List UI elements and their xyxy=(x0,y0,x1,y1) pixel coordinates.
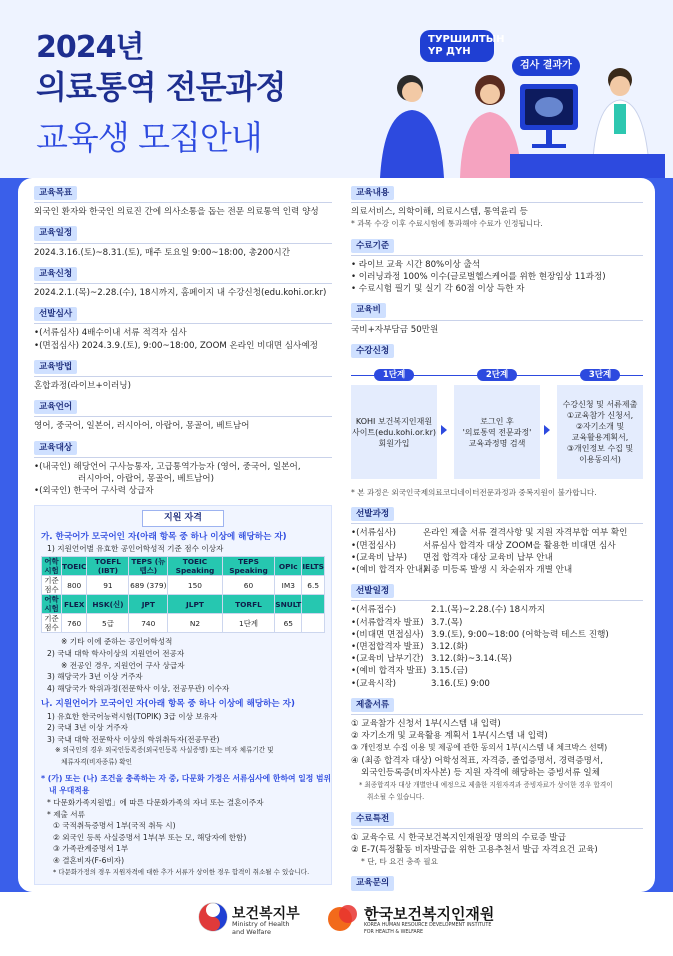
step-2-label: 2단계 xyxy=(477,369,517,381)
document-note: * 최종합격자 대상 개별안내 예정으로 제출한 지원자격과 증빙자료가 상이한 경우 합격이 xyxy=(359,781,613,790)
section-tag: 선발과정 xyxy=(351,507,394,521)
benefit-note: * 단, 타 요건 충족 필요 xyxy=(361,857,438,867)
process-label: •(서류심사) xyxy=(351,528,396,539)
divider xyxy=(34,457,332,458)
table-cell xyxy=(302,614,325,633)
mohw-english-2: and Welfare xyxy=(232,928,271,936)
process-value: 온라인 제출 서류 결격사항 및 지원 자격부합 여부 확인 xyxy=(423,528,628,539)
req-a-item: 1) 지원언어별 유효한 공인어학성적 기준 점수 이상자 xyxy=(47,543,224,553)
kohi-english-2: FOR HEALTH & WELFARE xyxy=(364,930,424,935)
mohw-name: 보건복지부 xyxy=(232,906,300,922)
table-cell: 65 xyxy=(275,614,302,633)
table-cell: 150 xyxy=(168,576,223,595)
hero-banner xyxy=(0,0,673,178)
section-schedule xyxy=(34,226,332,258)
schedule-value: 3.9.(토), 9:00~18:00 (어학능력 테스트 진행) xyxy=(431,629,609,640)
schedule-label: •(교육시작) xyxy=(351,678,396,689)
section-tag: 선발심사 xyxy=(34,307,77,321)
completion-item: • 수료시험 필기 및 실기 각 60점 이상 득한 자 xyxy=(351,284,525,295)
req-c-item: * 제출 서류 xyxy=(47,809,85,819)
section-tag: 교육목표 xyxy=(34,186,77,200)
document-item: 외국인등록증(비자사본) 등 지원 자격에 해당하는 증빙서류 일체 xyxy=(361,767,600,778)
apply-text: 2024.2.1.(목)~2.28.(수), 18시까지, 홈페이지 내 수강신청(edu.kohi.or.kr) xyxy=(34,288,327,299)
section-tag: 교육비 xyxy=(351,303,386,317)
req-note: ※ 기타 이에 준하는 공인어학성적 xyxy=(61,637,173,647)
document-note: 취소될 수 있습니다. xyxy=(367,793,425,802)
document-item: ④ (최종 합격자 대상) 어학성적표, 자격증, 졸업증명서, 경력증명서, xyxy=(351,755,603,766)
step-3-box: 수강신청 및 서류제출 ①교육참가 신청서, ②자기소개 및 교육활용계획서, ③개인정보 수집 및 이용동의서) xyxy=(557,385,643,479)
section-tag: 교육방법 xyxy=(34,360,77,374)
hero-year: 2024년 xyxy=(36,30,144,65)
fee-text: 국비+자부담금 50만원 xyxy=(351,324,439,335)
req-c-item: * 다문화가족지원법」에 따른 다문화가족의 자녀 또는 결혼이주자 xyxy=(47,798,264,807)
section-content xyxy=(351,186,643,231)
schedule-value: 3.7.(목) xyxy=(431,617,463,628)
table-cell: HSK(신) xyxy=(87,595,129,614)
table-cell: 91 xyxy=(87,576,129,595)
content-note: * 과목 수강 이후 수료시험에 통과해야 수료가 인정됩니다. xyxy=(351,219,543,229)
table-cell: 1단계 xyxy=(222,614,275,633)
schedule-label: •(서류합격자 발표) xyxy=(351,617,424,628)
selection-schedule-list xyxy=(351,604,643,689)
divider xyxy=(34,376,332,377)
steps-flow xyxy=(351,363,643,487)
table-cell: 5급 xyxy=(87,614,129,633)
req-a-item: 2) 국내 대학 학사이상의 지원언어 전공자 xyxy=(47,649,185,659)
table-cell: 60 xyxy=(222,576,275,595)
req-a-item: 3) 해당국가 3년 이상 거주자 xyxy=(47,672,143,682)
section-documents xyxy=(351,698,643,804)
step-1-box: KOHI 보건복지인재원 사이트(edu.kohi.or.kr) 회원가입 xyxy=(351,385,437,479)
section-tag: 수강신청 xyxy=(351,344,394,358)
table-cell: 760 xyxy=(61,614,87,633)
table-cell: TOEFL (IBT) xyxy=(87,557,129,576)
table-cell: FLEX xyxy=(61,595,87,614)
score-table-row xyxy=(42,614,325,633)
process-label: •(예비 합격자 안내) xyxy=(351,565,427,576)
section-tag: 교육신청 xyxy=(34,267,77,281)
method-text: 혼합과정(라이브+이러닝) xyxy=(34,381,131,392)
section-tag: 교육일정 xyxy=(34,226,77,240)
process-label: •(교육비 납부) xyxy=(351,552,408,563)
document-item: ② 자기소개 및 교육활용 계획서 1부(시스템 내 입력) xyxy=(351,731,548,742)
table-cell: JLPT xyxy=(168,595,223,614)
divider xyxy=(34,416,332,417)
table-cell: SNULT xyxy=(275,595,302,614)
schedule-value: 3.16.(토) 9:00 xyxy=(431,678,490,689)
schedule-value: 3.12.(화) xyxy=(431,642,468,653)
divider xyxy=(351,828,643,829)
divider xyxy=(34,283,332,284)
table-cell: 어학시험 xyxy=(42,557,62,576)
benefit-item: ① 교육수료 시 한국보건복지인재원장 명의의 수료증 발급 xyxy=(351,832,567,843)
document-item: ③ 개인정보 수집 이용 및 제공에 관한 동의서 1부(시스템 내 체크박스 선택) xyxy=(351,743,608,753)
table-cell: 689 (379) xyxy=(129,576,168,595)
process-value: 서류심사 합격자 대상 ZOOM을 활용한 비대면 심사 xyxy=(423,540,616,551)
req-c-item: ② 외국인 등록 사실증명서 1부(부 또는 모, 해당자에 한함) xyxy=(53,832,247,842)
table-cell: TEPS (뉴텝스) xyxy=(129,557,168,576)
schedule-label: •(서류접수) xyxy=(351,605,396,616)
score-table-header xyxy=(42,595,325,614)
req-note: 체류자격(비자종류) 확인 xyxy=(61,758,132,766)
kohi-logo-icon xyxy=(326,902,360,932)
section-benefit xyxy=(351,812,643,869)
section-screening xyxy=(34,307,332,352)
schedule-label: •(교육비 납부기간) xyxy=(351,654,424,665)
kohi-english-1: KOREA HUMAN RESOURCE DEVELOPMENT INSTITUTE xyxy=(364,923,492,928)
section-tag: 수료특전 xyxy=(351,812,394,826)
schedule-label: •(면접합격자 발표) xyxy=(351,642,424,653)
section-tag: 교육대상 xyxy=(34,441,77,455)
speech-bubble-mongolian: ТУРШИЛТЫН ҮР ДҮН xyxy=(420,30,494,62)
schedule-text: 2024.3.16.(토)~8.31.(토), 매주 토요일 9:00~18:00, 총200시간 xyxy=(34,247,291,258)
steps-note: * 본 과정은 외국인국제의료코디네이터전문과정과 중복지원이 불가합니다. xyxy=(351,488,597,498)
section-selection-process xyxy=(351,507,643,576)
section-tag: 교육문의 xyxy=(351,876,394,890)
section-method xyxy=(34,360,332,392)
requirements-box xyxy=(34,505,332,885)
right-column xyxy=(351,186,643,917)
divider xyxy=(34,243,332,244)
divider xyxy=(351,600,643,601)
divider xyxy=(34,202,332,203)
schedule-label: •(비대면 면접심사) xyxy=(351,629,424,640)
table-cell: 6.5 xyxy=(302,576,325,595)
kohi-name: 한국보건복지인재원 xyxy=(364,905,495,923)
step-1-label: 1단계 xyxy=(374,369,414,381)
table-cell: 740 xyxy=(129,614,168,633)
table-cell: JPT xyxy=(129,595,168,614)
req-note: ※ 전공인 경우, 지원언어 구사 상급자 xyxy=(61,660,185,670)
left-column xyxy=(34,186,332,885)
target-item: •(내국인) 해당언어 구사능통자, 고급통역가능자 (영어, 중국어, 일본어, xyxy=(34,461,301,472)
table-cell: TORFL xyxy=(222,595,275,614)
info-card xyxy=(18,178,655,892)
table-cell: IM3 xyxy=(275,576,302,595)
req-b-item: 3) 국내 대학 전문학사 이상의 학위취득자(전공무관) xyxy=(47,734,220,744)
req-note: ※ 외국인의 경우 외국인등록증(외국인등록 사실증명) 또는 비자 체류기간 및 xyxy=(55,746,274,755)
screening-item: •(서류심사) 4배수이내 서류 적격자 심사 xyxy=(34,328,187,339)
step-2-box: 로그인 후 '의료통역 전문과정' 교육과정명 검색 xyxy=(454,385,540,479)
schedule-value: 3.12.(화)~3.14.(목) xyxy=(431,654,512,665)
section-tag: 교육내용 xyxy=(351,186,394,200)
req-c-item: ① 국적취득증명서 1부(국적 취득 시) xyxy=(53,821,176,831)
score-table-row xyxy=(42,576,325,595)
table-cell: 기준점수 xyxy=(42,576,62,595)
schedule-label: •(예비 합격자 발표) xyxy=(351,666,427,677)
score-table-1 xyxy=(41,556,325,633)
table-cell: 800 xyxy=(61,576,87,595)
req-c-item: ④ 결혼비자(F-6비자) xyxy=(53,855,125,865)
section-completion xyxy=(351,239,643,296)
process-label: •(면접심사) xyxy=(351,540,396,551)
table-cell: OPIc xyxy=(275,557,302,576)
divider xyxy=(351,714,643,715)
req-c-heading-cont: 내 우대적용 xyxy=(49,785,90,795)
req-note: * 다문화가정의 경우 지원자격에 대한 추가 서류가 상이한 경우 합격이 취소될 수 있습니다. xyxy=(53,867,310,876)
screening-item: •(면접심사) 2024.3.9.(토), 9:00~18:00, ZOOM 온라인 비대면 심사예정 xyxy=(34,340,318,351)
section-language xyxy=(34,400,332,432)
section-tag: 수료기준 xyxy=(351,239,394,253)
table-cell: TOEIC Speaking xyxy=(168,557,223,576)
process-list xyxy=(351,527,643,576)
benefit-item: ② E-7(특정활동 비자발급을 위한 고용추천서 발급 자격요건 교육) xyxy=(351,844,598,855)
table-cell: TEPS Speaking xyxy=(222,557,275,576)
content-text: 의료서비스, 의학이해, 의료시스템, 통역윤리 등 xyxy=(351,207,528,218)
score-table-header xyxy=(42,557,325,576)
target-item: •(외국인) 한국어 구사력 상급자 xyxy=(34,486,154,497)
divider xyxy=(351,320,643,321)
hero-title: 의료통역 전문과정 xyxy=(36,68,286,106)
completion-item: • 이러닝과정 100% 이수(글로벌헬스케어를 위한 현장임상 11과정) xyxy=(351,272,606,283)
table-cell: IELTS xyxy=(302,557,325,576)
schedule-value: 2.1.(목)~2.28.(수) 18시까지 xyxy=(431,605,546,616)
req-c-item: ③ 가족관계증명서 1부 xyxy=(53,844,129,854)
arrow-right-icon xyxy=(441,425,447,435)
step-3-label: 3단계 xyxy=(580,369,620,381)
mohw-taegeuk-logo-icon xyxy=(198,902,228,932)
req-b-item: 2) 국내 3년 이상 거주자 xyxy=(47,723,128,733)
divider xyxy=(351,255,643,256)
schedule-value: 3.15.(금) xyxy=(431,666,468,677)
section-goal xyxy=(34,186,332,218)
section-fee xyxy=(351,303,643,335)
section-tag: 선발일정 xyxy=(351,584,394,598)
section-tag: 제출서류 xyxy=(351,698,394,712)
table-cell: 기준점수 xyxy=(42,614,62,633)
section-target xyxy=(34,441,332,498)
table-cell xyxy=(302,595,325,614)
goal-text: 외국인 환자와 한국인 의료진 간에 의사소통을 돕는 전문 의료통역 인력 양성 xyxy=(34,207,319,218)
divider xyxy=(351,202,643,203)
completion-item: • 라이브 교육 시간 80%이상 출석 xyxy=(351,259,481,270)
hero-subtitle: 교육생 모집안내 xyxy=(36,118,262,157)
table-cell: N2 xyxy=(168,614,223,633)
req-b-heading: 나. 지원언어가 모국어인 자(아래 항목 중 하나 이상에 해당하는 자) xyxy=(41,699,295,710)
arrow-right-icon xyxy=(544,425,550,435)
req-a-heading: 가. 한국어가 모국어인 자(아래 항목 중 하나 이상에 해당하는 자) xyxy=(41,531,287,542)
requirements-title: 지원 자격 xyxy=(142,510,224,526)
divider xyxy=(34,323,332,324)
language-text: 영어, 중국어, 일본어, 러시아어, 아랍어, 몽골어, 베트남어 xyxy=(34,421,250,432)
process-value: 최종 미등록 발생 시 차순위자 개별 안내 xyxy=(423,565,573,576)
section-apply xyxy=(34,267,332,299)
target-item: 러시아어, 아랍어, 몽골어, 베트남어) xyxy=(78,474,214,485)
document-item: ① 교육참가 신청서 1부(시스템 내 입력) xyxy=(351,719,501,730)
section-tag: 교육언어 xyxy=(34,400,77,414)
section-selection-schedule xyxy=(351,584,643,690)
speech-bubble-korean: 검사 결과가 xyxy=(512,56,580,76)
req-b-item: 1) 유효한 한국어능력시험(TOPIK) 3급 이상 보유자 xyxy=(47,711,218,721)
req-a-item: 4) 해당국가 학위과정(전문학사 이상, 전공무관) 이수자 xyxy=(47,683,230,693)
req-c-heading: * (가) 또는 (나) 조건을 충족하는 자 중, 다문화 가정은 서류심사에 한하여 일정 범위 xyxy=(41,773,332,783)
table-cell: 어학시험 xyxy=(42,595,62,614)
section-enrollment-steps xyxy=(351,344,643,499)
mohw-english-1: Ministry of Health xyxy=(232,920,290,928)
table-cell: TOEIC xyxy=(61,557,87,576)
divider xyxy=(351,523,643,524)
process-value: 면접 합격자 대상 교육비 납부 안내 xyxy=(423,552,553,563)
